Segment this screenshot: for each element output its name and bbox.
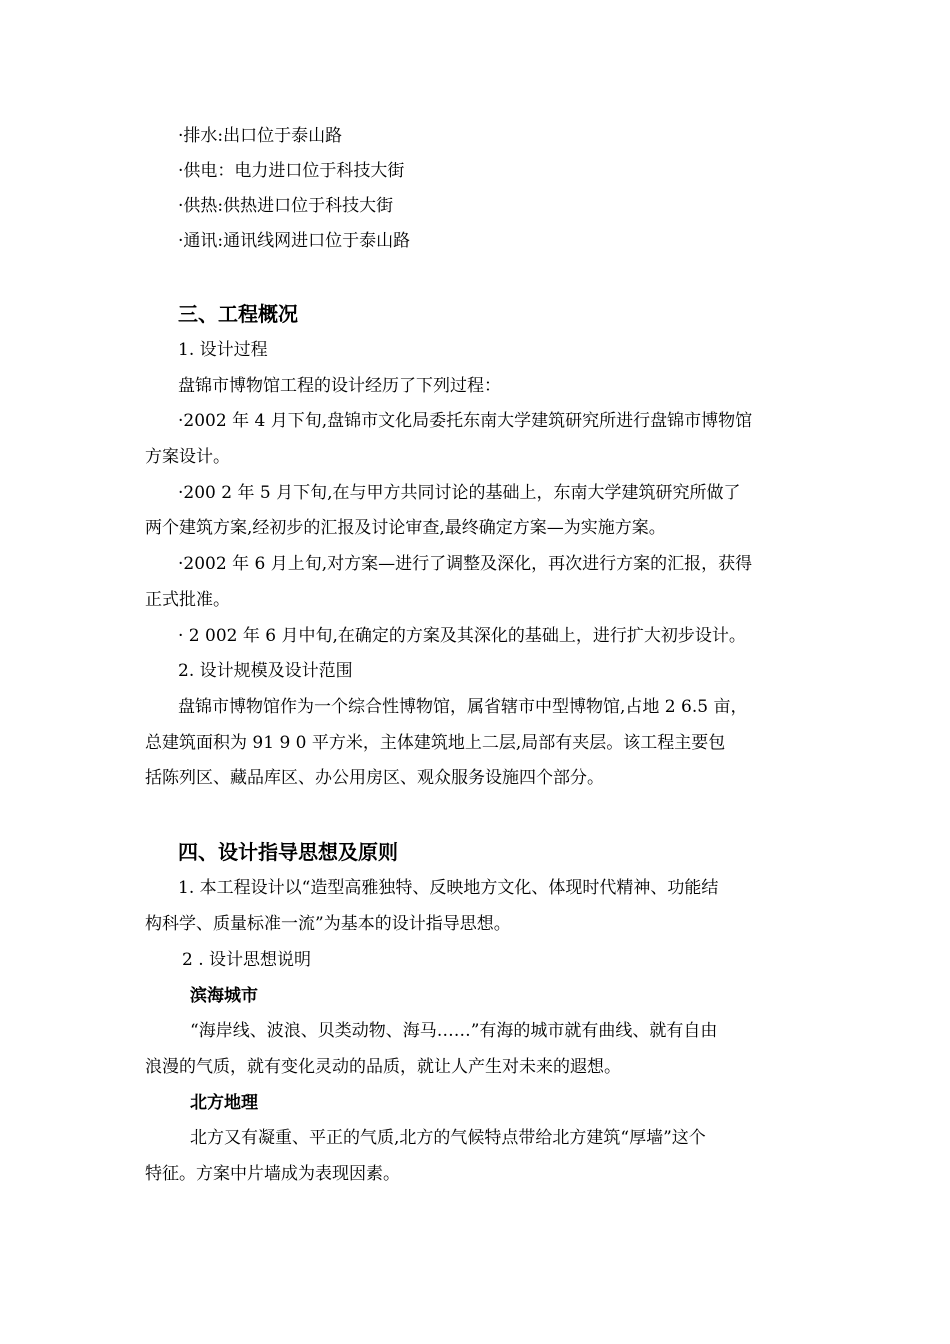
utility-heating: ·供热:供热进口位于科技大街: [178, 196, 394, 216]
section-heading-3: 三、工程概况: [178, 302, 298, 326]
paragraph-line: 总建筑面积为 91 9 0 平方米，主体建筑地上二层,局部有夹层。该工程主要包: [145, 733, 726, 753]
paragraph-line: ·2002 年 4 月下旬,盘锦市文化局委托东南大学建筑研究所进行盘锦市博物馆: [178, 411, 753, 431]
paragraph-line: 北方又有凝重、平正的气质,北方的气候特点带给北方建筑“厚墙”这个: [190, 1128, 706, 1148]
paragraph-line: 构科学、质量标准一流”为基本的设计指导思想。: [145, 914, 511, 934]
item-title-design-thought: 2 . 设计思想说明: [182, 950, 312, 970]
utility-drainage: ·排水:出口位于泰山路: [178, 126, 343, 146]
paragraph-line: ·200 2 年 5 月下旬,在与甲方共同讨论的基础上，东南大学建筑研究所做了: [178, 483, 741, 503]
paragraph-line: · 2 002 年 6 月中旬,在确定的方案及其深化的基础上，进行扩大初步设计。: [178, 626, 746, 646]
paragraph-line: 盘锦市博物馆作为一个综合性博物馆，属省辖市中型博物馆,占地 2 6.5 亩，: [178, 697, 748, 717]
paragraph-line: 括陈列区、藏品库区、办公用房区、观众服务设施四个部分。: [145, 768, 604, 788]
paragraph-line: 正式批准。: [145, 590, 230, 610]
item-title-design-process: 1. 设计过程: [178, 340, 268, 360]
paragraph-line: 1. 本工程设计以“造型高雅独特、反映地方文化、体现时代精神、功能结: [178, 878, 719, 898]
paragraph-line: 两个建筑方案,经初步的汇报及讨论审查,最终确定方案—为实施方案。: [145, 518, 666, 538]
item-title-design-scale: 2. 设计规模及设计范围: [178, 661, 353, 681]
paragraph-line: ·2002 年 6 月上旬,对方案—进行了调整及深化，再次进行方案的汇报，获得: [178, 554, 753, 574]
utility-telecom: ·通讯:通讯线网进口位于泰山路: [178, 231, 411, 251]
paragraph-line: 方案设计。: [145, 447, 230, 467]
paragraph-line: 盘锦市博物馆工程的设计经历了下列过程：: [178, 376, 501, 396]
paragraph-line: 特征。方案中片墙成为表现因素。: [145, 1164, 400, 1184]
section-heading-4: 四、设计指导思想及原则: [178, 840, 398, 864]
paragraph-line: “海岸线、波浪、贝类动物、海马……”有海的城市就有曲线、就有自由: [190, 1021, 718, 1041]
utility-power: ·供电：电力进口位于科技大街: [178, 161, 405, 181]
subheading-coastal-city: 滨海城市: [190, 986, 258, 1006]
subheading-northern-geography: 北方地理: [190, 1093, 258, 1113]
paragraph-line: 浪漫的气质，就有变化灵动的品质，就让人产生对未来的遐想。: [145, 1057, 621, 1077]
